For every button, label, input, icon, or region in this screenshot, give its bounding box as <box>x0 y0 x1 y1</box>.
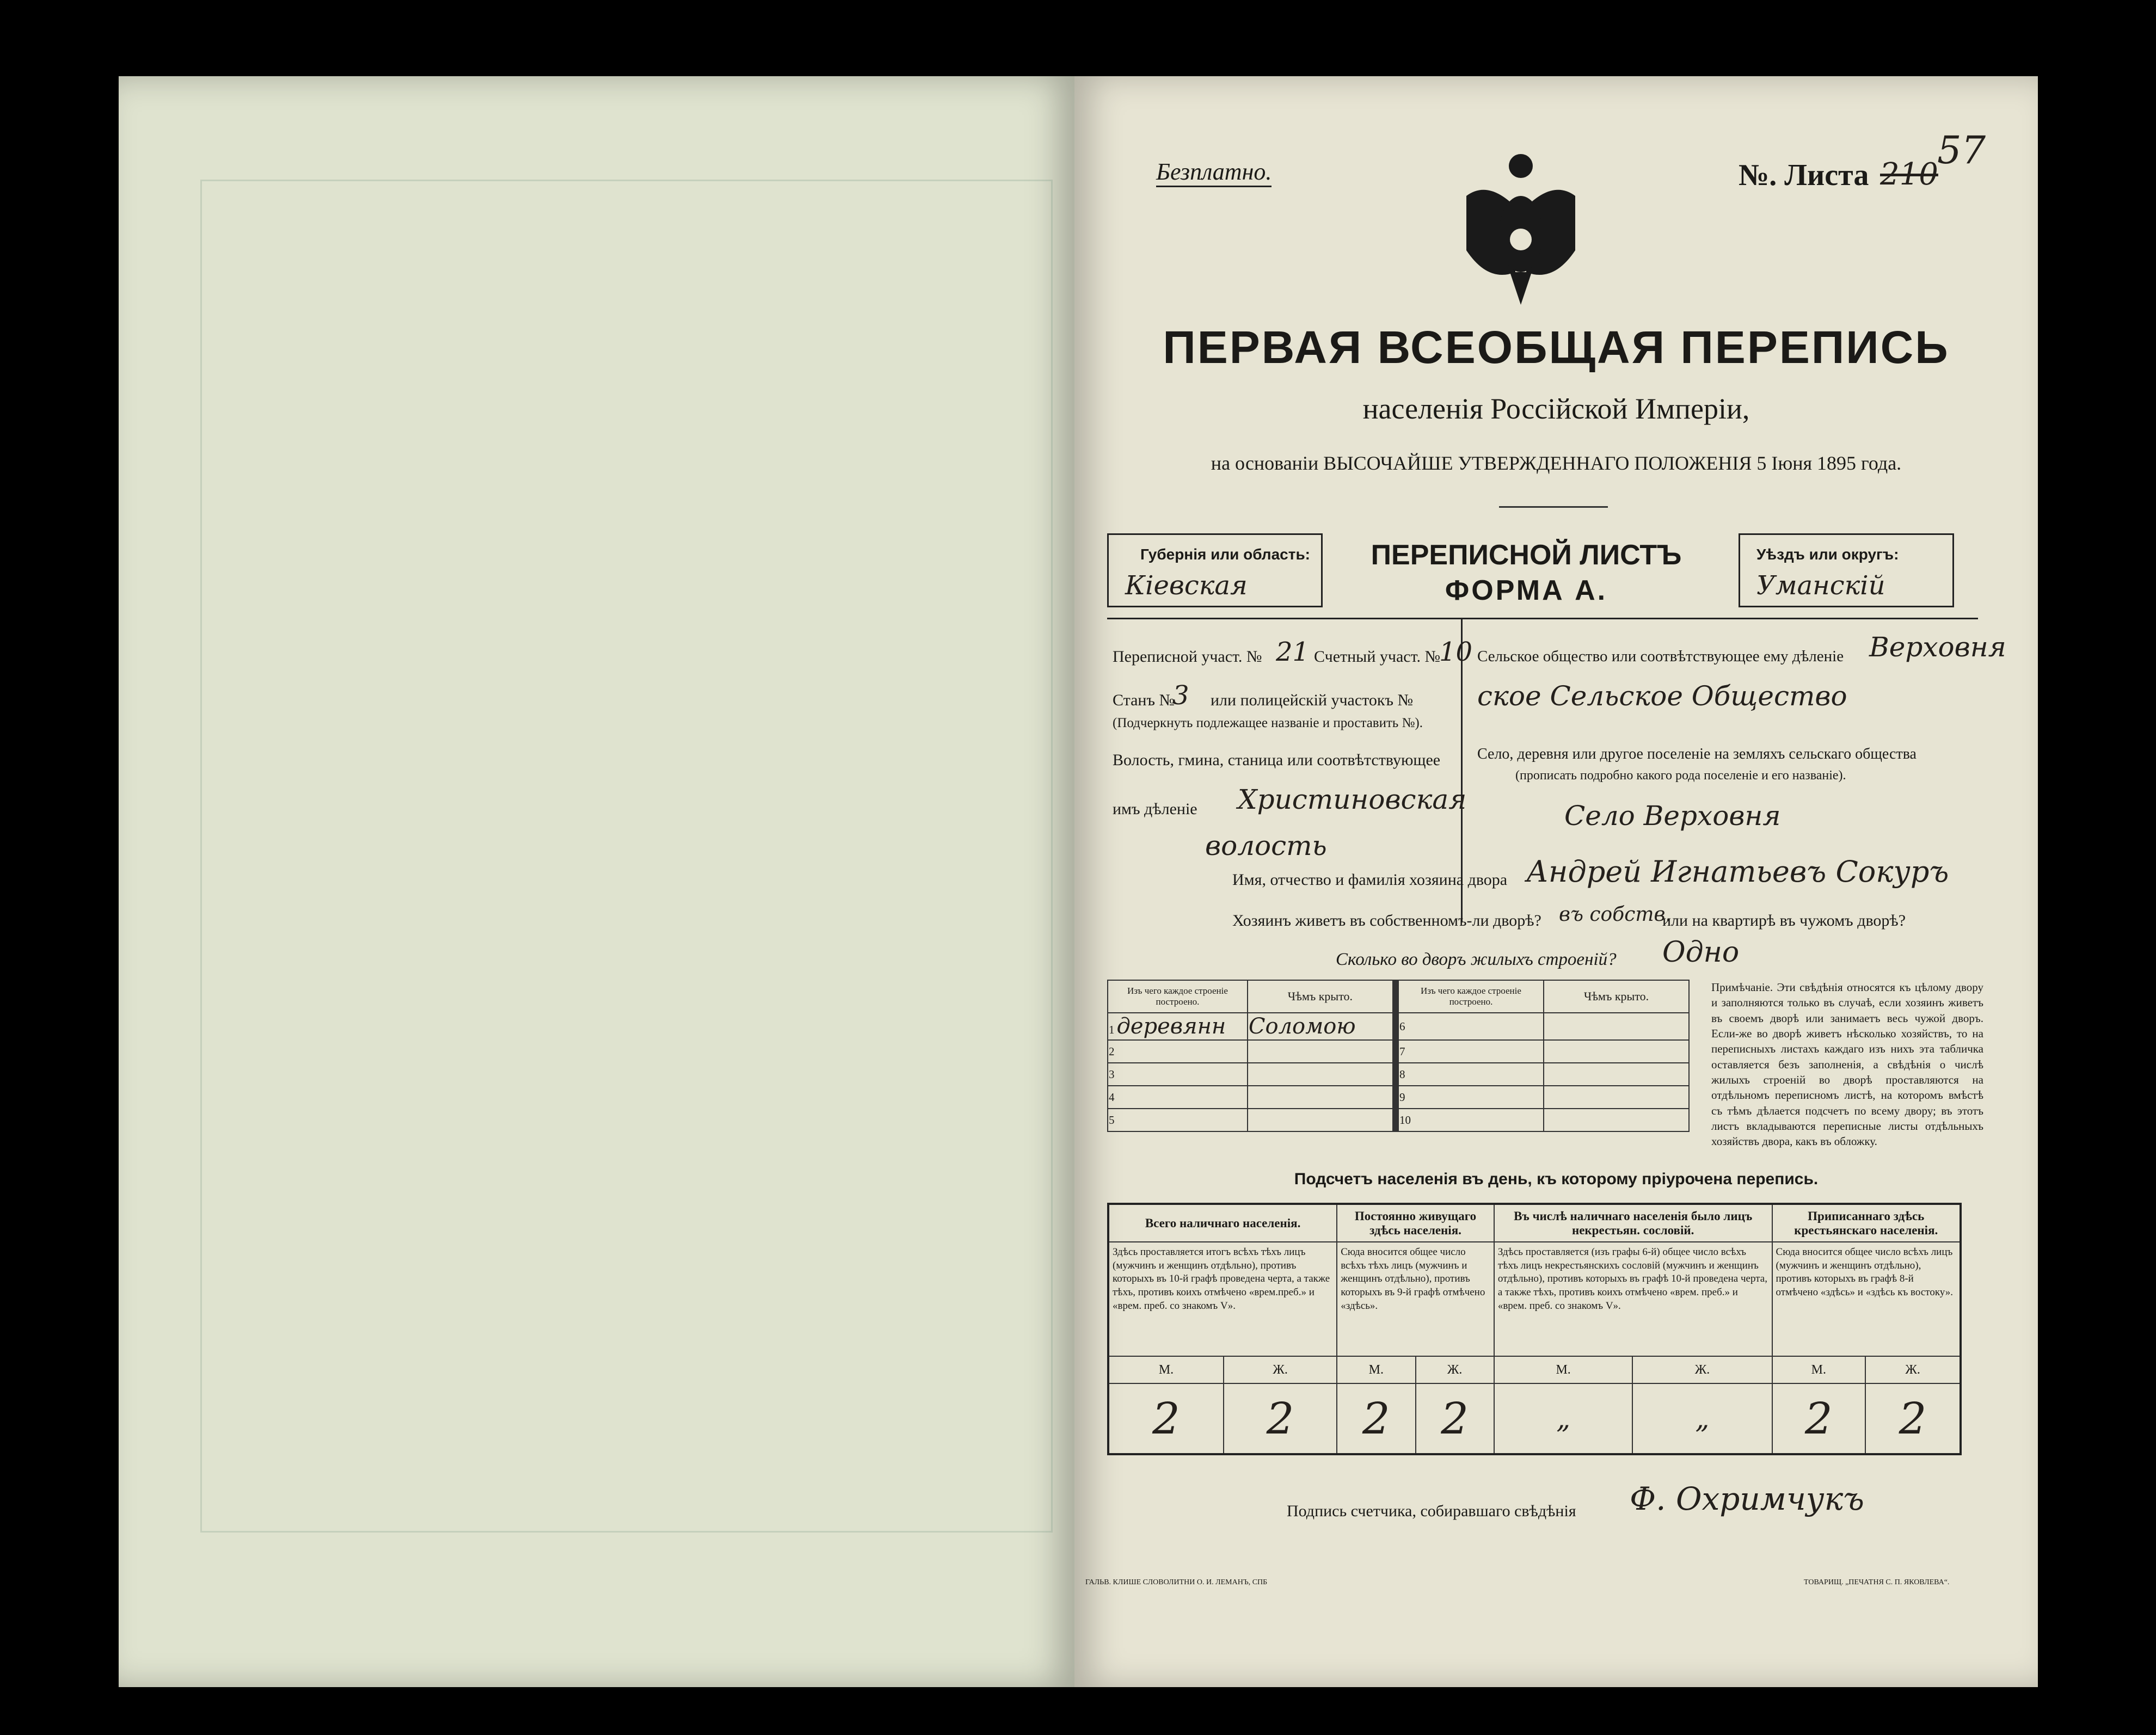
free-label: Безплатно. <box>1156 158 1272 187</box>
tally-head: Всего наличнаго населенія. <box>1108 1204 1337 1242</box>
header-rule <box>1107 618 1978 619</box>
subtitle: населенія Россійской Имперіи, <box>1362 392 1750 425</box>
underline-note: (Подчеркнуть подлежащее названіе и проставить №). <box>1113 716 1423 730</box>
sheet-no-label: №. Листа <box>1739 158 1869 192</box>
tally-head: Постоянно живущаго здѣсь населенія. <box>1337 1204 1494 1242</box>
tally-head: Въ числѣ наличнаго населенія было лицъ некрестьян. сословій. <box>1494 1204 1772 1242</box>
tally-table <box>1107 1203 1962 1455</box>
m-label: М. <box>1772 1356 1866 1383</box>
coat-of-arms-icon <box>1455 147 1586 310</box>
form-title: ПЕРЕПИСНОЙ ЛИСТЪ <box>1371 539 1682 571</box>
f-label: Ж. <box>1865 1356 1961 1383</box>
residence-rest: или на квартирѣ въ чужомъ дворѣ? <box>1662 912 1906 930</box>
society-label: Сельское общество или соотвѣтствующее ему дѣленіе <box>1477 648 1844 665</box>
table-cell: Соломою <box>1248 1013 1393 1040</box>
stan-rest: или полицейскій участокъ № <box>1211 691 1414 709</box>
governorate-label: Губернія или область: <box>1140 546 1310 563</box>
district-value: Уманскій <box>1756 570 1885 601</box>
f-label: Ж. <box>1632 1356 1772 1383</box>
building-header: Чѣмъ крыто. <box>1248 980 1393 1013</box>
buildings-value: Одно <box>1662 936 1740 969</box>
tally-desc: Сюда вносится общее число всѣхъ тѣхъ лицъ (мужчинъ и женщинъ отдѣльно), противъ которыхъ въ 9-й графѣ отмѣчено «здѣсь». <box>1337 1242 1494 1356</box>
table-cell: 1 деревянн <box>1108 1013 1248 1040</box>
m-label: М. <box>1337 1356 1415 1383</box>
tally-desc: Сюда вносится общее число всѣхъ лицъ (мужчинъ и женщинъ отдѣльно), противъ которыхъ въ графѣ 8-й отмѣчено «здѣсь» и «здѣсь къ востоку». <box>1772 1242 1961 1356</box>
table-cell: 6 <box>1398 1013 1544 1040</box>
residence-value: въ собств. <box>1559 903 1672 926</box>
table-cell: 7 <box>1398 1040 1544 1063</box>
table-cell: 9 <box>1398 1086 1544 1109</box>
building-header: Изъ чего каждое строеніе построено. <box>1108 980 1248 1013</box>
tally-table-wrapper <box>1107 1203 1962 1455</box>
tally-head: Приписаннаго здѣсь крестьянскаго населенія. <box>1772 1204 1961 1242</box>
residence-label: Хозяинъ живетъ въ собственномъ-ли дворѣ? <box>1232 912 1541 930</box>
f-label: Ж. <box>1224 1356 1337 1383</box>
buildings-label: Сколько во дворъ жилыхъ строеній? <box>1336 950 1617 969</box>
owner-value: Андрей Игнатьевъ Сокуръ <box>1526 854 1949 889</box>
building-header: Изъ чего каждое строеніе построено. <box>1398 980 1544 1013</box>
tally-desc: Здѣсь проставляется (изъ графы 6-й) общее число всѣхъ тѣхъ лицъ некрестьянскихъ сословій (мужчинъ и женщинъ отдѣльно), противъ которыхъ въ графѣ 10-й проведена черта, а также тѣхъ, противъ коихъ отмѣчено «врем. преб.» и «врем. преб. со знакомъ V». <box>1494 1242 1772 1356</box>
m-label: М. <box>1494 1356 1633 1383</box>
tally-value: „ <box>1632 1383 1772 1454</box>
table-cell: 4 <box>1108 1086 1248 1109</box>
village-note: (прописать подробно какого рода поселеніе и его названіе). <box>1515 768 1846 783</box>
village-label: Село, деревня или другое поселеніе на земляхъ сельскаго общества <box>1477 746 1917 762</box>
district-label: Уѣздъ или округъ: <box>1756 546 1899 563</box>
volost-label-1: Волость, гмина, станица или соотвѣтствующее <box>1113 751 1441 769</box>
counting-section-value: 10 <box>1439 637 1473 667</box>
building-table-wrapper <box>1107 980 1690 1132</box>
form-subtitle: ФОРМА А. <box>1445 575 1608 606</box>
printer-right: ТОВАРИЩ. „ПЕЧАТНЯ С. П. ЯКОВЛЕВА“. <box>1804 1578 1950 1586</box>
governorate-box <box>1107 533 1323 607</box>
counting-section-label: Счетный участ. № <box>1314 648 1441 666</box>
note-text: Примѣчаніе. Эти свѣдѣнія относятся къ цѣлому двору и заполняются только въ случаѣ, если хозяинъ живетъ въ своемъ дворѣ или занимаетъ весь чужой дворъ. Если-же во дворѣ живетъ нѣсколько хозяйствъ, то на переписныхъ листахъ каждаго изъ нихъ эта табличка оставляется безъ заполненія, а свѣдѣнія о числѣ жилыхъ строеній во дворѣ проставляются на отдѣльномъ переписномъ листѣ, на которомъ вмѣстѣ съ тѣмъ дѣлается подсчетъ по всему двору; въ этотъ листъ вкладываются переписные листы отдѣльныхъ хозяйствъ двора, какъ въ обложку. <box>1711 981 1983 1148</box>
m-label: М. <box>1108 1356 1224 1383</box>
table-cell: 2 <box>1108 1040 1248 1063</box>
census-section-label: Переписной участ. № <box>1113 648 1262 666</box>
census-section-value: 21 <box>1276 637 1310 667</box>
building-table <box>1107 980 1690 1132</box>
society-value-1: Верховня <box>1869 631 2006 663</box>
ornament-divider <box>1499 506 1608 508</box>
right-page <box>1074 76 2038 1687</box>
tally-value: 2 <box>1772 1383 1866 1454</box>
f-label: Ж. <box>1416 1356 1494 1383</box>
owner-label: Имя, отчество и фамилія хозяина двора <box>1232 871 1508 889</box>
signature-label: Подпись счетчика, собиравшаго свѣдѣнія <box>1287 1502 1576 1520</box>
signature-value: Ф. Охримчукъ <box>1630 1480 1864 1517</box>
society-value-2: ское Сельское Общество <box>1477 680 1847 712</box>
tally-value: 2 <box>1865 1383 1961 1454</box>
printer-left: ГАЛЬВ. КЛИШЕ СЛОВОЛИТНИ О. И. ЛЕМАНЪ, СПБ <box>1085 1578 1268 1586</box>
tally-value: „ <box>1494 1383 1633 1454</box>
governorate-value: Кіевская <box>1125 570 1248 601</box>
left-page <box>119 76 1074 1687</box>
stan-label: Станъ № <box>1113 691 1175 709</box>
table-cell: 8 <box>1398 1063 1544 1086</box>
tally-title: Подсчетъ населенія въ день, къ которому пріурочена перепись. <box>1294 1170 1819 1188</box>
tally-desc: Здѣсь проставляется итогъ всѣхъ тѣхъ лицъ (мужчинъ и женщинъ отдѣльно), противъ которыхъ въ 10-й графѣ проведена черта, а также тѣхъ, противъ коихъ отмѣчено «врем.преб.» и «врем. преб. со знакомъ V». <box>1108 1242 1337 1356</box>
stan-value: 3 <box>1172 680 1189 711</box>
table-cell: 3 <box>1108 1063 1248 1086</box>
building-header: Чѣмъ крыто. <box>1544 980 1689 1013</box>
sheet-no-value: 210 <box>1880 157 1938 192</box>
main-title: ПЕРВАЯ ВСЕОБЩАЯ ПЕРЕПИСЬ <box>1163 322 1950 373</box>
volost-label-2: имъ дѣленіе <box>1113 800 1197 818</box>
village-value: Село Верховня <box>1564 800 1781 832</box>
basis-line: на основаніи ВЫСОЧАЙШЕ УТВЕРЖДЕННАГО ПОЛОЖЕНІЯ 5 Іюня 1895 года. <box>1211 452 1902 474</box>
tally-value: 2 <box>1108 1383 1224 1454</box>
table-cell: 5 <box>1108 1109 1248 1131</box>
volost-value-2: волость <box>1205 830 1327 862</box>
sheet-number-mark: 57 <box>1937 128 1986 173</box>
volost-value-1: Христиновская <box>1238 784 1467 815</box>
bleed-through-form <box>200 180 1053 1533</box>
tally-value: 2 <box>1416 1383 1494 1454</box>
tally-value: 2 <box>1337 1383 1415 1454</box>
district-box <box>1739 533 1954 607</box>
tally-value: 2 <box>1224 1383 1337 1454</box>
table-cell: 10 <box>1398 1109 1544 1131</box>
